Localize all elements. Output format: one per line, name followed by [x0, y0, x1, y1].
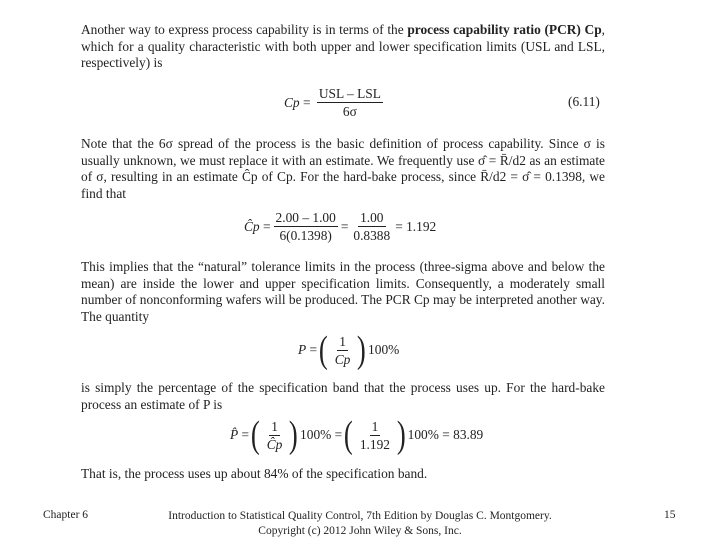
- paragraph-estimate-text: Note that the 6σ spread of the process is the basic definition of process capability. Since σ is usually unknown, we must replace it with an estimate. We frequently use σ̂ = R̄/d2 as an estimate of σ, resulting in an estimate Ĉp of Cp. For the hard-bake process, since R̄/d2 = σ̂ = 0.1398, we find that: [81, 136, 605, 201]
- eq4-right-paren-2: ): [396, 414, 406, 456]
- eq4-mid: 100% =: [300, 427, 343, 442]
- equation-number: (6.11): [568, 94, 600, 109]
- eq4-fraction-1: [265, 419, 285, 452]
- eq3-right-paren: ): [357, 329, 367, 371]
- eq2-numerator-2: 1.00: [360, 210, 384, 225]
- eq1-denominator: 6σ: [342, 104, 357, 119]
- eq2-result: = 1.192: [395, 218, 437, 234]
- eq2-equals-2: =: [340, 218, 349, 234]
- eq3-fraction: [333, 334, 353, 367]
- eq3-left-paren: (: [318, 329, 328, 371]
- eq4-lhs: P̂: [230, 427, 239, 442]
- eq2-fraction-1: [274, 210, 338, 243]
- eq2-denominator-2: 0.8388: [353, 228, 391, 243]
- eq3-lhs: P: [298, 342, 307, 357]
- eq2-fraction-2: [351, 210, 392, 243]
- eq2-equals: =: [259, 218, 271, 234]
- paragraph-percentage-text: is simply the percentage of the specification band that the process uses up. For the hard-bake process an estimate of P is: [81, 380, 605, 412]
- eq2-numerator-1: 2.00 – 1.00: [275, 210, 336, 225]
- eq4-numerator-1: 1: [271, 418, 278, 434]
- eq2-lhs: Ĉp: [244, 218, 260, 234]
- eq4-result: 100% = 83.89: [407, 427, 484, 442]
- eq1-numerator: USL – LSL: [318, 86, 381, 101]
- eq4-fraction-2: [358, 419, 392, 452]
- footer-chapter: Chapter 6: [43, 509, 89, 521]
- paragraph-tolerance-text: This implies that the “natural” tolerance limits in the process (three-sigma above and below the mean) are inside the lower and upper specification limits. Consequently, a moderately small number of nonconforming wafers will be produced. The PCR Cp may be interpreted another way. The quantity: [81, 259, 605, 324]
- footer-citation-line-2: Copyright (c) 2012 John Wiley & Sons, Inc.: [258, 525, 462, 537]
- eq4-denominator-1: Ĉp: [266, 436, 283, 452]
- paragraph-intro: [81, 22, 605, 72]
- footer-citation-line-1: Introduction to Statistical Quality Control, 7th Edition by Douglas C. Montgomery.: [168, 510, 552, 522]
- equation-cp-definition: [284, 86, 386, 119]
- eq2-denominator-1: 6(0.1398): [279, 228, 332, 243]
- eq4-denominator-2: 1.192: [359, 436, 390, 452]
- eq3-equals: =: [306, 342, 318, 357]
- eq3-numerator: 1: [339, 333, 346, 349]
- eq4-left-paren-1: (: [250, 414, 260, 456]
- eq3-suffix: 100%: [368, 342, 400, 357]
- eq1-equals: =: [299, 94, 314, 110]
- footer-citation: [150, 509, 570, 539]
- eq3-denominator: Cp: [334, 351, 351, 367]
- paragraph-conclusion-text: That is, the process uses up about 84% of the specification band.: [81, 466, 428, 481]
- paragraph-estimate: [81, 136, 605, 202]
- equation-cp-estimate: [244, 210, 436, 243]
- eq4-equals: =: [238, 427, 250, 442]
- eq4-left-paren-2: (: [344, 414, 353, 456]
- eq1-lhs: Cp: [284, 94, 300, 110]
- eq4-right-paren-1: ): [289, 414, 299, 456]
- paragraph-percentage: [81, 380, 605, 413]
- eq1-fraction: [317, 86, 383, 119]
- equation-p-definition: [298, 331, 399, 369]
- footer-page-number: 15: [664, 509, 676, 521]
- paragraph-tolerance: [81, 259, 605, 325]
- paragraph-conclusion: [81, 466, 605, 483]
- eq4-numerator-2: 1: [371, 418, 379, 434]
- equation-p-estimate: [230, 416, 483, 454]
- paragraph-intro-text: Another way to express process capability is in terms of the process capability ratio (PCR) Cp, which for a quality characteristic with both upper and lower specification limits (USL and LSL, respectively) is: [81, 22, 605, 71]
